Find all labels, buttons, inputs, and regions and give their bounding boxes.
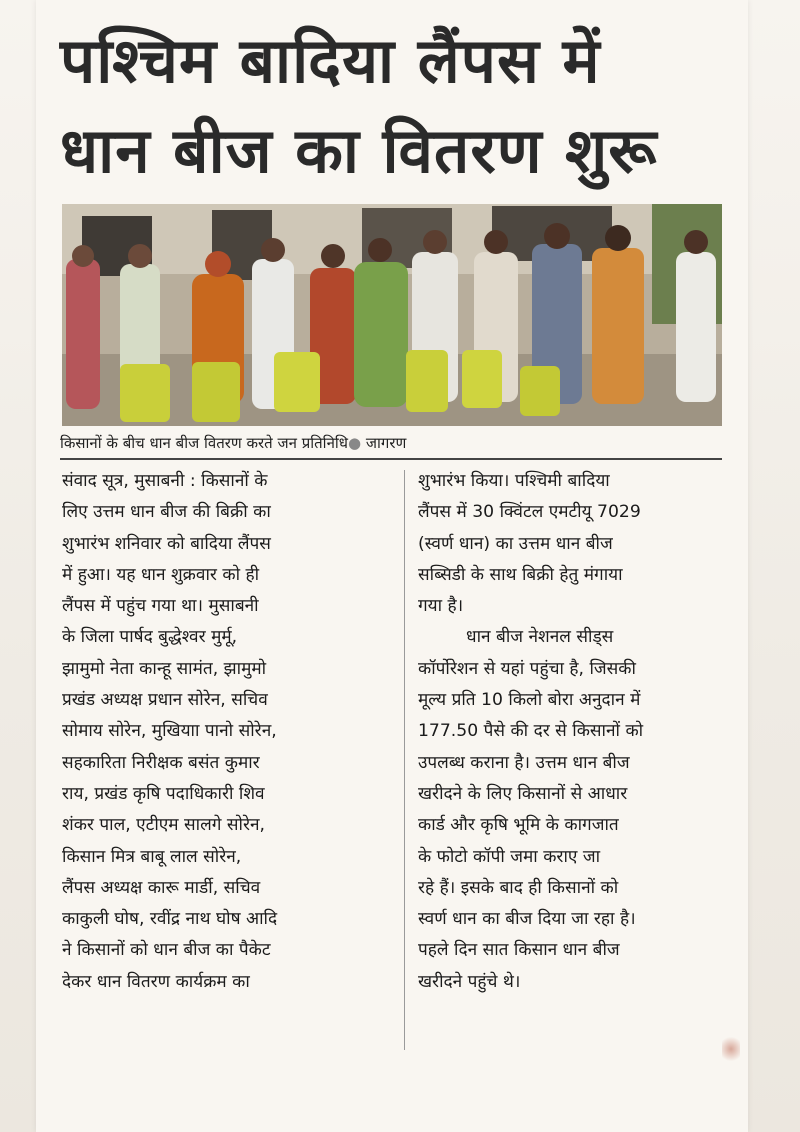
article-line: प्रखंड अध्यक्ष प्रधान सोरेन, सचिव — [62, 690, 268, 711]
caption-bullet: ● — [348, 434, 366, 452]
headline-line-2: धान बीज का वितरण शुरू — [60, 114, 658, 187]
article-line: पहले दिन सात किसान धान बीज — [418, 940, 620, 961]
news-photo — [62, 204, 722, 426]
photo-caption — [60, 430, 720, 456]
article-line: शुभारंभ किया। पश्चिमी बादिया — [418, 471, 610, 491]
article-line: लैंपस में 30 क्विंटल एमटीयू 7029 — [418, 502, 641, 523]
article-line: खरीदने पहुंचे थे। — [418, 971, 521, 992]
article-line: के फोटो कॉपी जमा कराए जा — [418, 846, 601, 867]
article-line: सब्सिडी के साथ बिक्री हेतु मंगाया — [418, 564, 623, 585]
article-line: (स्वर्ण धान) का उत्तम धान बीज — [418, 533, 613, 554]
article-column-right — [418, 466, 740, 998]
article-line: 177.50 पैसे की दर से किसानों को — [418, 721, 644, 742]
article-line: झामुमो नेता कान्हू सामंत, झामुमो — [62, 658, 267, 679]
article-line: रहे हैं। इसके बाद ही किसानों को — [418, 877, 619, 898]
caption-text: किसानों के बीच धान बीज वितरण करते जन प्रतिनिधि — [60, 434, 349, 452]
article-line: धान बीज नेशनल सीड्स — [466, 627, 614, 648]
article-line: देकर धान वितरण कार्यक्रम का — [62, 971, 250, 992]
article-line: लैंपस में पहुंच गया था। मुसाबनी — [62, 596, 259, 617]
article-line: काकुली घोष, रवींद्र नाथ घोष आदि — [62, 909, 278, 930]
article-line: खरीदने के लिए किसानों से आधार — [418, 783, 628, 804]
article-line: ने किसानों को धान बीज का पैकेट — [62, 940, 271, 961]
article-line: के जिला पार्षद बुद्धेश्वर मुर्मू, — [62, 627, 238, 648]
column-divider — [404, 470, 405, 1050]
article-line: लैंपस अध्यक्ष कारू मार्डी, सचिव — [62, 877, 261, 898]
caption-divider — [60, 458, 722, 460]
article-line: स्वर्ण धान का बीज दिया जा रहा है। — [418, 909, 636, 930]
article-line: किसान मित्र बाबू लाल सोरेन, — [62, 846, 242, 867]
article-line: सहकारिता निरीक्षक बसंत कुमार — [62, 752, 260, 773]
paper-stain — [722, 1034, 740, 1064]
article-line: कार्ड और कृषि भूमि के कागजात — [418, 815, 619, 836]
article-line: लिए उत्तम धान बीज की बिक्री का — [62, 502, 271, 523]
article-line: उपलब्ध कराना है। उत्तम धान बीज — [418, 752, 630, 773]
photo-illustration — [62, 204, 722, 426]
article-line: शंकर पाल, एटीएम सालगे सोरेन, — [62, 815, 266, 836]
caption-credit: जागरण — [365, 434, 407, 452]
headline-line-1: पश्चिम बादिया लैंपस में — [60, 24, 601, 97]
article-line: में हुआ। यह धान शुक्रवार को ही — [62, 564, 260, 585]
article-line: मूल्य प्रति 10 किलो बोरा अनुदान में — [418, 690, 641, 711]
article-line: गया है। — [418, 596, 464, 617]
article-line: सोमाय सोरेन, मुखियाा पानो सोरेन, — [62, 721, 277, 742]
article-column-left — [62, 466, 392, 998]
article-line: राय, प्रखंड कृषि पदाधिकारी शिव — [62, 783, 265, 804]
article-line: कॉर्पोरेशन से यहां पहुंचा है, जिसकी — [418, 658, 636, 679]
article-line: संवाद सूत्र, मुसाबनी : किसानों के — [62, 471, 268, 491]
article-line: शुभारंभ शनिवार को बादिया लैंपस — [62, 533, 271, 554]
